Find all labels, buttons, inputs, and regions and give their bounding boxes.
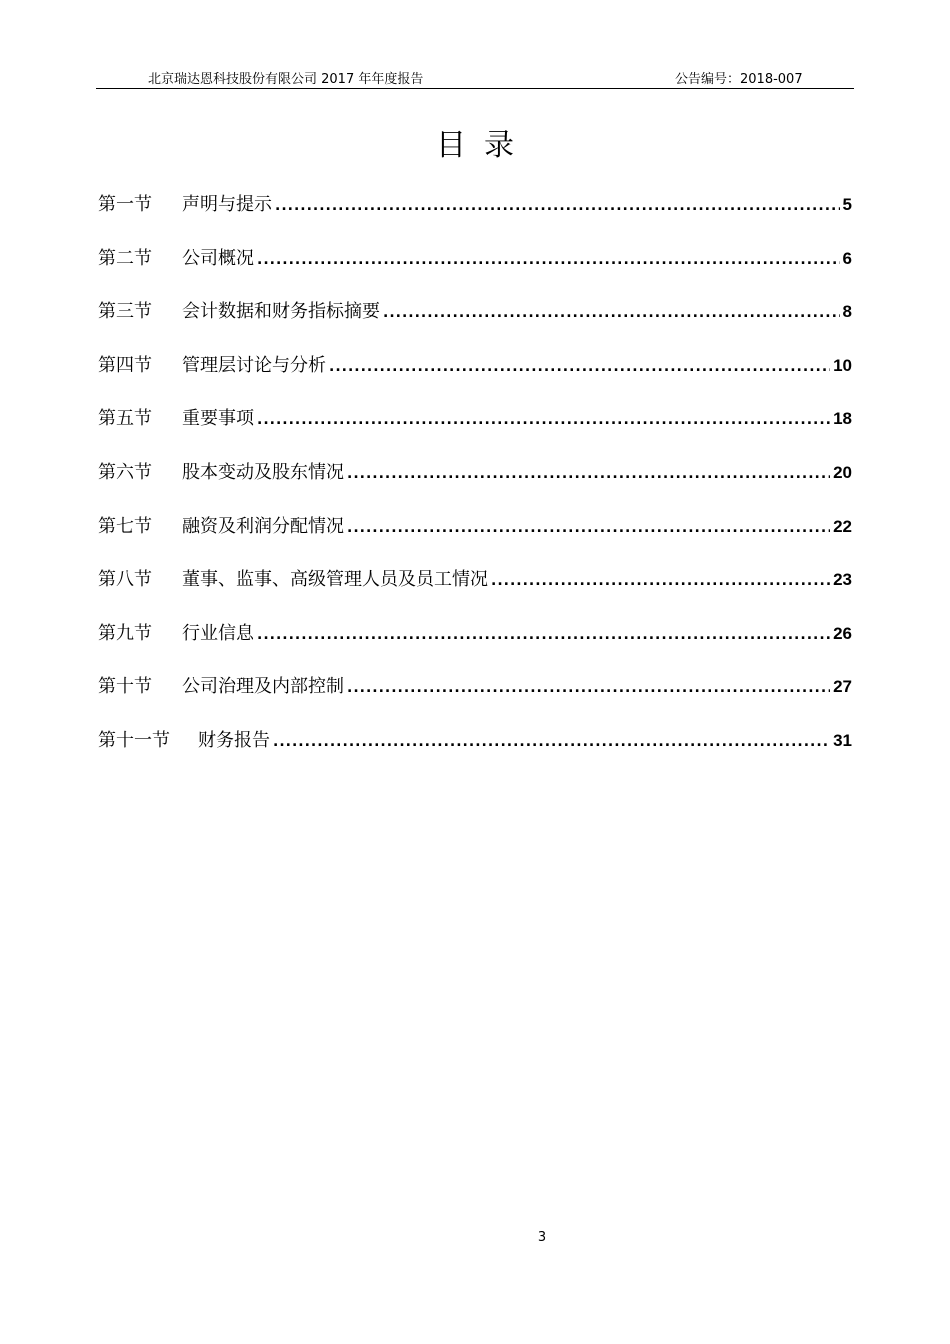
toc-section-number: 第四节	[98, 354, 152, 376]
toc-section-title: 声明与提示	[182, 194, 272, 215]
toc-page-number: 31	[833, 730, 852, 750]
toc-section-number: 第六节	[98, 461, 152, 483]
toc-section-number: 第十节	[98, 676, 152, 698]
toc-page-number: 27	[833, 677, 852, 697]
toc-section-number: 第九节	[98, 622, 152, 644]
toc-page-number: 6	[842, 248, 852, 268]
toc-section-title: 会计数据和财务指标摘要	[182, 301, 380, 323]
toc-section-title: 财务报告	[198, 729, 270, 751]
toc-section-title: 公司概况	[182, 247, 254, 269]
toc-entry[interactable]	[98, 190, 852, 244]
page-number: 3	[537, 1230, 547, 1245]
toc-entry[interactable]	[98, 512, 852, 566]
page-header	[96, 66, 854, 89]
toc-dot-leader	[347, 680, 830, 696]
toc-dot-leader	[347, 466, 830, 482]
toc-entry[interactable]	[98, 726, 852, 780]
toc-section-title: 融资及利润分配情况	[182, 515, 344, 537]
toc-entry[interactable]	[98, 619, 852, 673]
toc-section-number: 第五节	[98, 408, 152, 430]
toc-section-title: 行业信息	[182, 622, 254, 644]
toc-section-number: 第七节	[98, 515, 152, 537]
toc-entry[interactable]	[98, 404, 852, 458]
toc-section-title: 公司治理及内部控制	[182, 676, 344, 698]
toc-entry[interactable]	[98, 565, 852, 619]
toc-dot-leader	[257, 627, 830, 643]
toc-section-title: 重要事项	[182, 408, 254, 430]
toc-dot-leader	[347, 520, 830, 536]
toc-page-number: 23	[833, 570, 852, 590]
toc-page-number: 26	[833, 623, 852, 643]
toc-dot-leader	[273, 734, 830, 750]
toc-section-title: 董事、监事、高级管理人员及员工情况	[182, 569, 488, 591]
toc-section-number: 第二节	[98, 247, 152, 269]
toc-entry[interactable]	[98, 297, 852, 351]
toc-dot-leader	[491, 573, 830, 589]
toc-page-number: 5	[842, 195, 852, 214]
toc-entry[interactable]	[98, 672, 852, 726]
header-report-title: 北京瑞达恩科技股份有限公司 2017 年年度报告	[148, 72, 424, 87]
toc-section-number: 第十一节	[98, 729, 170, 751]
toc-dot-leader	[329, 359, 830, 375]
toc-section-number: 第一节	[98, 194, 152, 215]
toc-title: 目录	[436, 128, 532, 163]
toc-page-number: 8	[842, 302, 852, 322]
toc-dot-leader	[257, 412, 830, 428]
header-announcement-number: 公告编号：2018-007	[675, 72, 803, 87]
toc-dot-leader	[275, 198, 840, 214]
toc-dot-leader	[383, 305, 840, 321]
table-of-contents	[98, 190, 852, 780]
toc-dot-leader	[257, 252, 840, 268]
toc-page-number: 10	[833, 355, 852, 375]
toc-section-title: 股本变动及股东情况	[182, 461, 344, 483]
toc-section-number: 第三节	[98, 301, 152, 323]
toc-page-number: 20	[833, 462, 852, 482]
toc-entry[interactable]	[98, 458, 852, 512]
toc-entry[interactable]	[98, 244, 852, 298]
toc-page-number: 22	[833, 516, 852, 536]
toc-page-number: 18	[833, 409, 852, 429]
toc-entry[interactable]	[98, 351, 852, 405]
toc-section-number: 第八节	[98, 569, 152, 591]
toc-section-title: 管理层讨论与分析	[182, 354, 326, 376]
